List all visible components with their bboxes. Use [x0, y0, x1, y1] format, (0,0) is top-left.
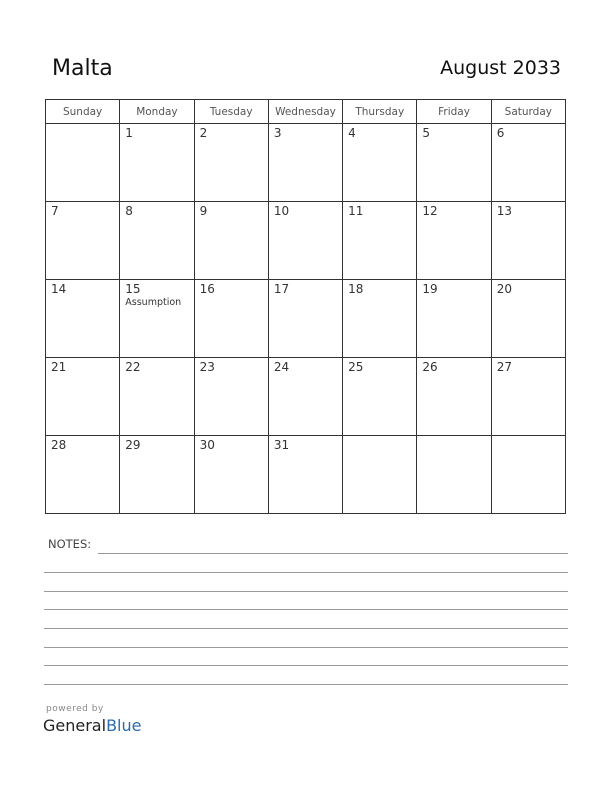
day-cell — [343, 436, 417, 514]
day-number: 16 — [199, 282, 215, 296]
weekday-header: Sunday — [46, 100, 120, 124]
day-cell — [343, 280, 417, 358]
weekday-header-row — [46, 100, 566, 124]
notes-label: NOTES: — [48, 537, 92, 551]
day-number: 20 — [496, 282, 512, 296]
note-line — [44, 591, 568, 592]
day-cell — [46, 436, 120, 514]
day-number: 23 — [199, 360, 215, 374]
day-cell — [268, 202, 342, 280]
week-row — [46, 358, 566, 436]
day-number: 29 — [125, 438, 141, 452]
day-cell — [491, 124, 565, 202]
day-cell — [46, 124, 120, 202]
day-cell — [491, 436, 565, 514]
day-number: 10 — [273, 204, 290, 218]
brand-blue: Blue — [106, 716, 142, 735]
brand-general: General — [43, 716, 107, 735]
day-number: 17 — [273, 282, 290, 296]
calendar-grid — [45, 99, 566, 514]
day-cell — [343, 358, 417, 436]
day-number: 18 — [348, 282, 364, 296]
weekday-header: Friday — [417, 100, 491, 124]
day-cell — [120, 436, 194, 514]
day-cell — [343, 124, 417, 202]
day-number: 4 — [348, 126, 356, 140]
day-number: 14 — [51, 282, 67, 296]
day-cell — [268, 358, 342, 436]
day-number: 26 — [422, 360, 438, 374]
note-line — [44, 684, 568, 685]
week-row — [46, 202, 566, 280]
day-cell — [268, 436, 342, 514]
day-cell — [194, 202, 268, 280]
day-number: 15 — [125, 282, 141, 296]
day-cell — [417, 280, 491, 358]
day-cell — [343, 202, 417, 280]
day-cell — [46, 202, 120, 280]
note-line — [98, 553, 568, 554]
week-row — [46, 436, 566, 514]
day-number: 9 — [199, 204, 208, 218]
day-number: 22 — [125, 360, 141, 374]
day-cell — [194, 124, 268, 202]
day-number: 7 — [51, 204, 59, 218]
note-line — [44, 572, 568, 573]
day-number: 3 — [273, 126, 282, 140]
day-number: 24 — [273, 360, 290, 374]
day-cell — [491, 358, 565, 436]
note-line — [44, 665, 568, 666]
weekday-header: Saturday — [491, 100, 565, 124]
day-cell — [46, 358, 120, 436]
day-number: 21 — [51, 360, 67, 374]
day-number: 5 — [422, 126, 431, 140]
day-number: 12 — [422, 204, 438, 218]
powered-by-text: powered by — [46, 704, 104, 714]
day-number: 30 — [199, 438, 215, 452]
day-number: 11 — [348, 204, 364, 218]
note-line — [44, 628, 568, 629]
day-cell — [491, 280, 565, 358]
day-number: 28 — [51, 438, 67, 452]
country-title: Malta — [52, 56, 113, 81]
day-cell — [491, 202, 565, 280]
week-row — [46, 124, 566, 202]
day-cell — [46, 280, 120, 358]
day-cell — [194, 358, 268, 436]
day-cell — [120, 358, 194, 436]
month-year-title: August 2033 — [440, 57, 561, 79]
weekday-header: Monday — [120, 100, 194, 124]
day-number: 8 — [125, 204, 133, 218]
day-cell — [268, 280, 342, 358]
note-line — [44, 647, 568, 648]
note-line — [44, 609, 568, 610]
weekday-header: Tuesday — [194, 100, 268, 124]
day-cell — [120, 124, 194, 202]
day-cell — [417, 124, 491, 202]
weekday-header: Thursday — [343, 100, 417, 124]
brand-logo — [43, 716, 141, 735]
day-cell — [417, 202, 491, 280]
day-cell — [417, 436, 491, 514]
day-number: 25 — [348, 360, 364, 374]
day-cell — [194, 280, 268, 358]
day-cell — [120, 280, 194, 358]
holiday-label: Assumption — [125, 297, 182, 308]
day-number: 27 — [496, 360, 512, 374]
day-cell — [120, 202, 194, 280]
day-number: 31 — [273, 438, 290, 452]
day-cell — [417, 358, 491, 436]
day-number: 1 — [125, 126, 133, 140]
week-row — [46, 280, 566, 358]
day-number: 6 — [496, 126, 505, 140]
day-number: 13 — [496, 204, 512, 218]
day-number: 2 — [199, 126, 208, 140]
day-cell — [194, 436, 268, 514]
day-cell — [268, 124, 342, 202]
weekday-header: Wednesday — [268, 100, 342, 124]
day-number: 19 — [422, 282, 438, 296]
